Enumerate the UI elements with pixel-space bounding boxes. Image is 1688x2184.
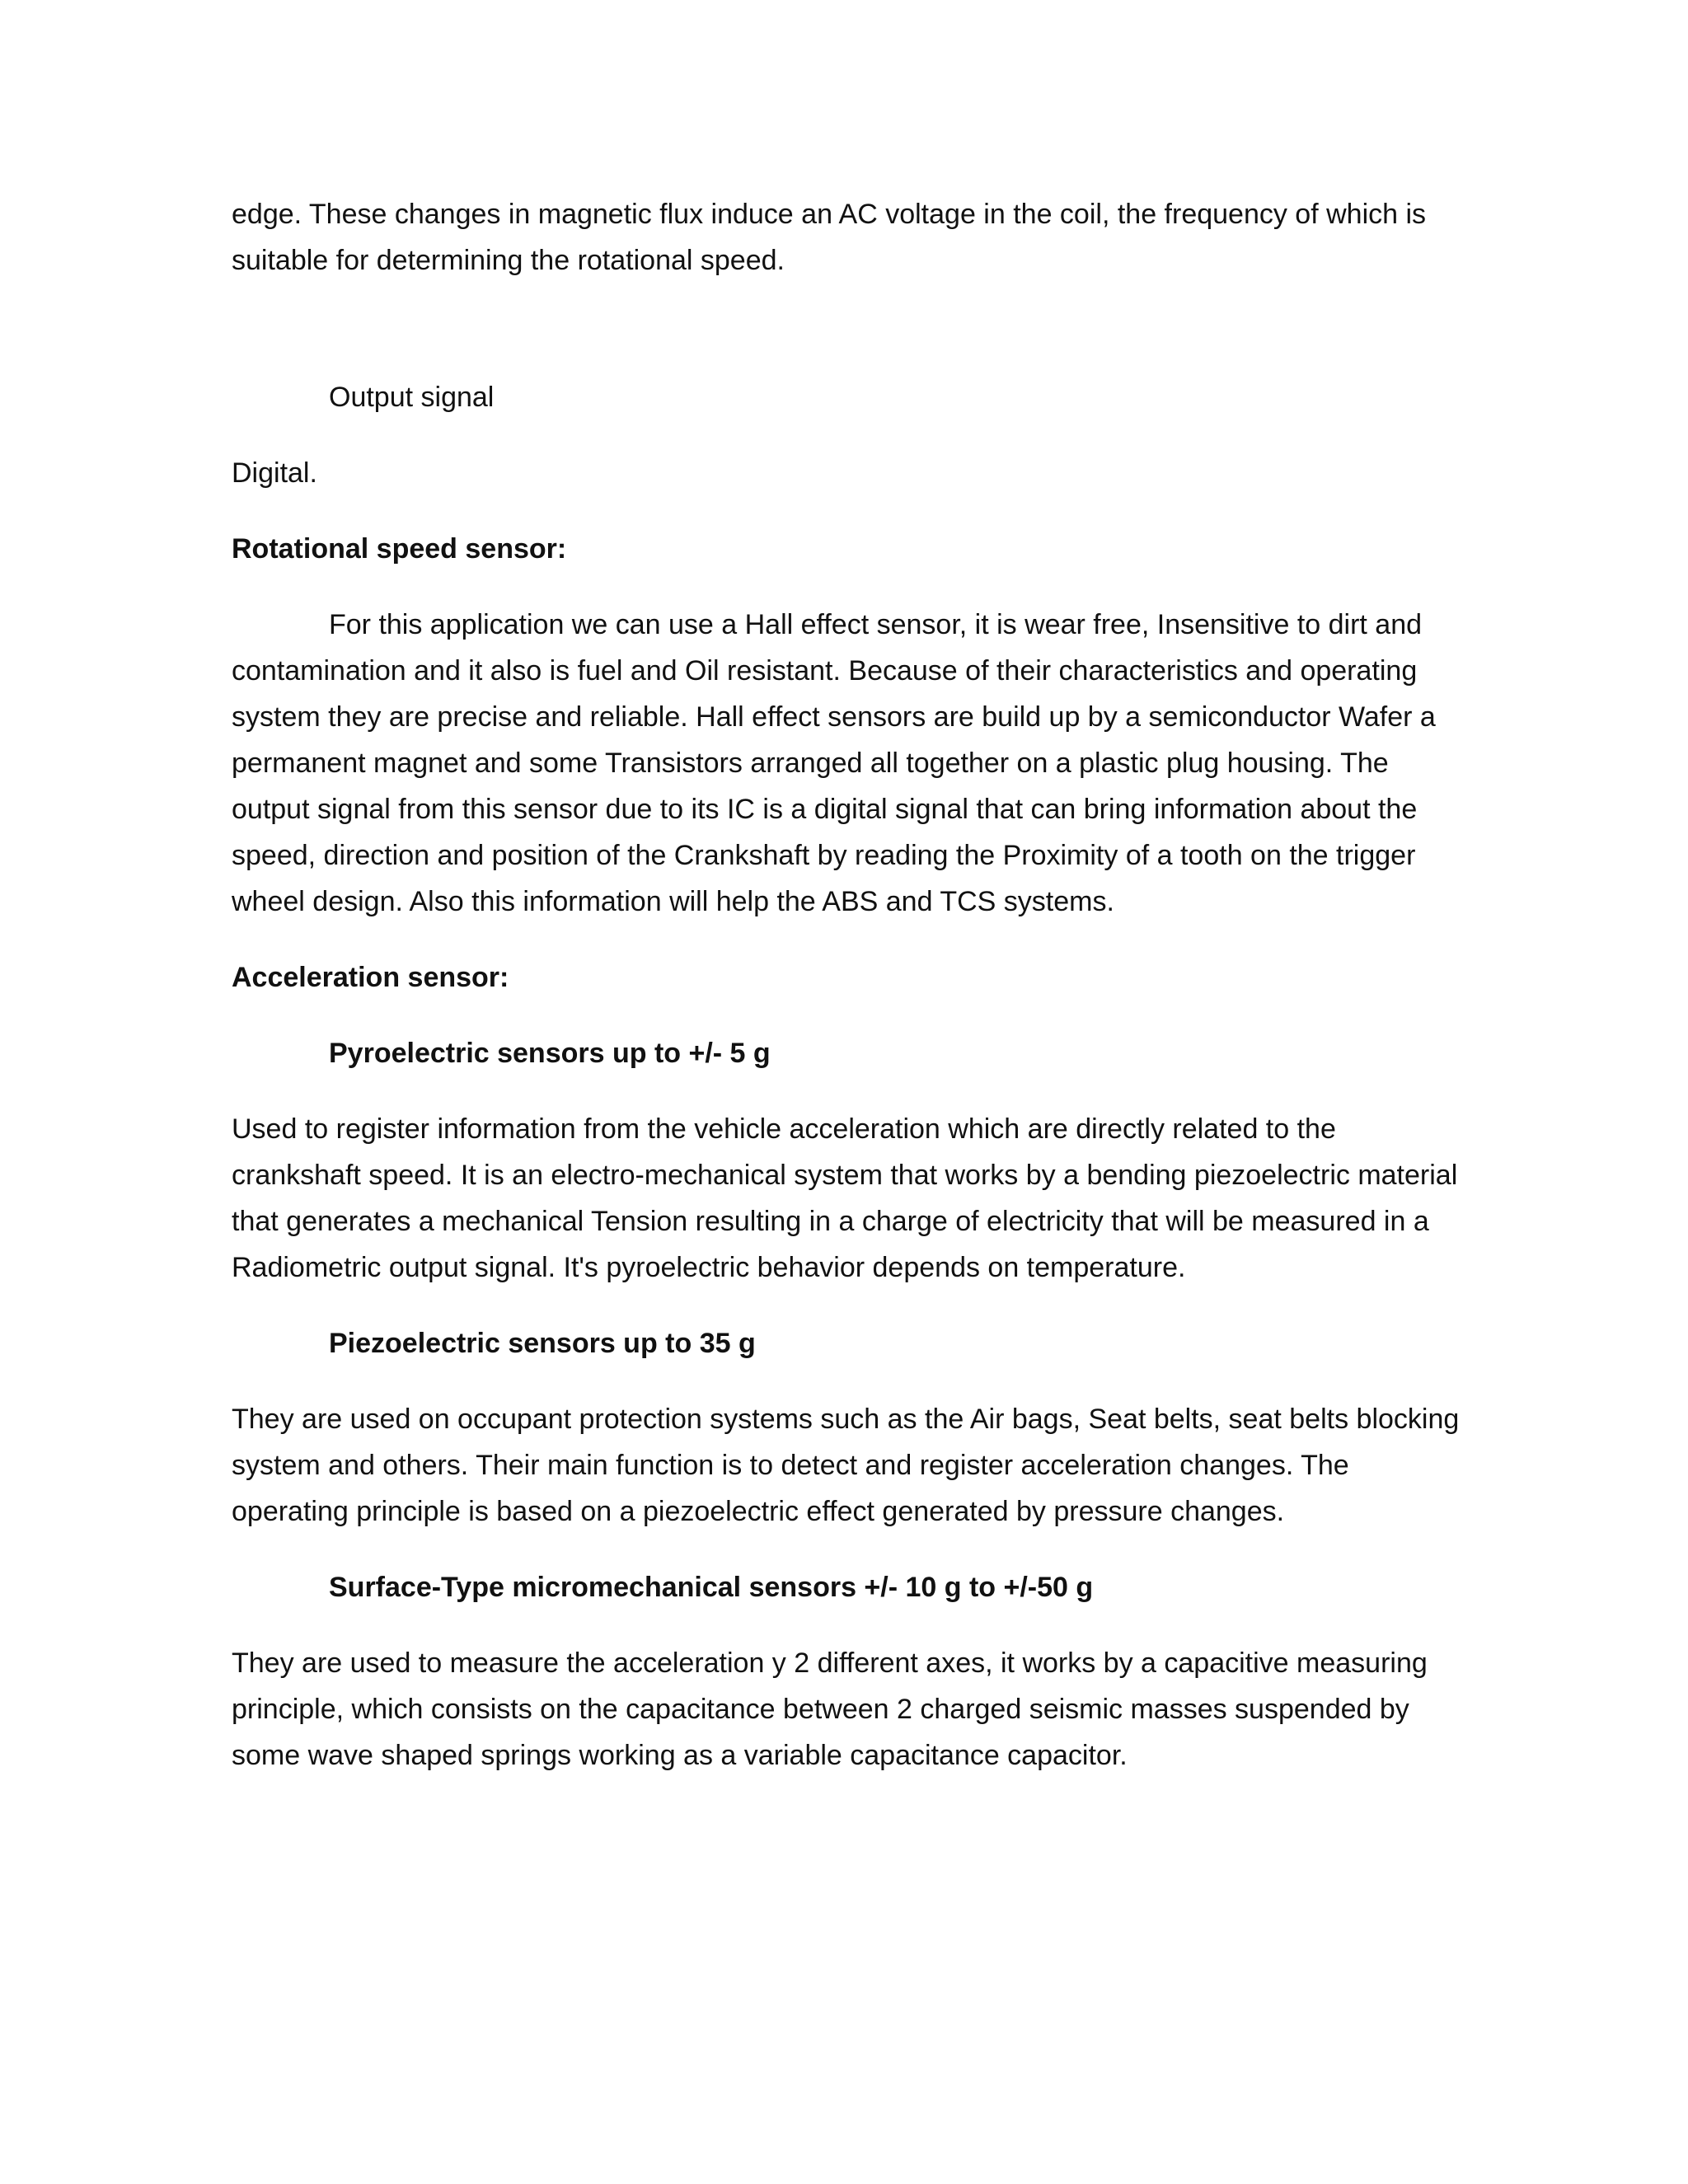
output-signal-label: Output signal <box>329 382 495 413</box>
pyroelectric-paragraph: Used to register information from the vehicle acceleration which are directly related to the crankshaft speed. It is an electro-mechanical system that works by a bending piezoelectric material that generates a mechanical Tension resulting in a charge of electricity that will be measured in a Radiometric output signal. It's pyroelectric behavior depends on temperature. <box>232 1113 1458 1283</box>
piezoelectric-heading: Piezoelectric sensors up to 35 g <box>329 1328 756 1359</box>
surface-type-heading: Surface-Type micromechanical sensors +/- 10 g to +/-50 g <box>329 1572 1094 1603</box>
rotational-speed-heading: Rotational speed sensor: <box>232 533 567 565</box>
rotational-speed-paragraph: For this application we can use a Hall effect sensor, it is wear free, Insensitive to dirt and contamination and it also is fuel and Oil resistant. Because of their characteristics and operating system they are precise and reliable. Hall effect sensors are build up by a semiconductor Wafer a permanent magnet and some Transistors arranged all together on a plastic plug housing. The output signal from this sensor due to its IC is a digital signal that can bring information about the speed, direction and position of the Crankshaft by reading the Proximity of a tooth on the trigger wheel design. Also this information will help the ABS and TCS systems. <box>232 609 1436 917</box>
intro-paragraph: edge. These changes in magnetic flux induce an AC voltage in the coil, the frequency of which is suitable for determining the rotational speed. <box>232 199 1427 276</box>
output-signal-value: Digital. <box>232 457 317 489</box>
acceleration-heading: Acceleration sensor: <box>232 962 509 993</box>
piezoelectric-paragraph: They are used on occupant protection systems such as the Air bags, Seat belts, seat belts blocking system and others. Their main function is to detect and register acceleration changes. The operating principle is based on a piezoelectric effect generated by pressure changes. <box>232 1404 1460 1527</box>
document-content <box>232 191 1460 1779</box>
pyroelectric-heading: Pyroelectric sensors up to +/- 5 g <box>329 1038 771 1069</box>
surface-type-paragraph: They are used to measure the acceleration y 2 different axes, it works by a capacitive measuring principle, which consists on the capacitance between 2 charged seismic masses suspended by some wave shaped springs working as a variable capacitance capacitor. <box>232 1647 1428 1771</box>
